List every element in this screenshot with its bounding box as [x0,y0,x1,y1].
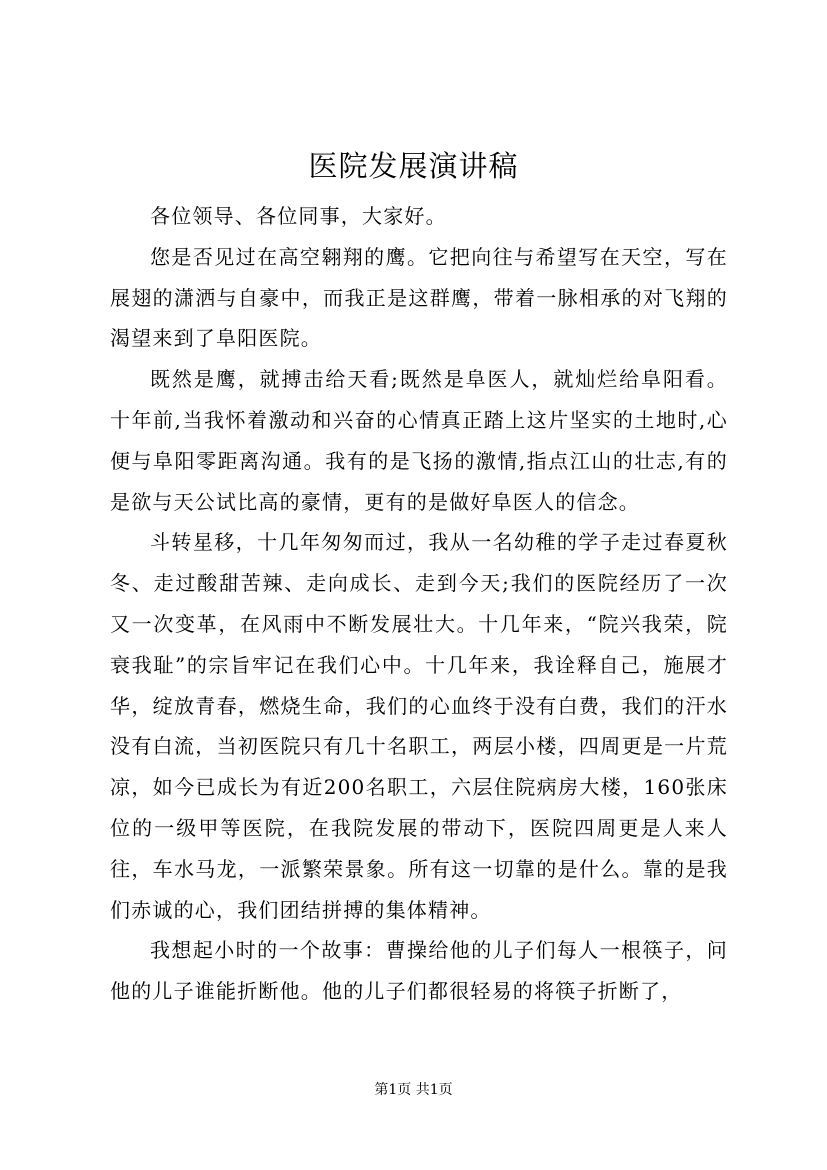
document-title: 医院发展演讲稿 [308,149,519,183]
paragraph: 各位领导、各位同事，大家好。 [150,204,447,228]
paragraph: 我想起小时的一个故事：曹操给他的儿子们每人一根筷子，问他的儿子谁能折断他。他的儿子们都很轻易的将筷子折断了， [110,938,728,1004]
document-body [110,196,728,1012]
paragraph: 斗转星移，十几年匆匆而过，我从一名幼稚的学子走过春夏秋冬、走过酸甜苦辣、走向成长、走到今天;我们的医院经历了一次又一次变革，在风雨中不断发展壮大。十几年来，“院兴我荣，院衰我耻”的宗旨牢记在我们心中。十几年来，我诠释自己，施展才华，绽放青春，燃烧生命，我们的心血终于没有白费，我们的汗水没有白流，当初医院只有几十名职工，两层小楼，四周更是一片荒凉，如今已成长为有近200名职工，六层住院病房大楼，160张床位的一级甲等医院，在我院发展的带动下，医院四周更是人来人往，车水马龙，一派繁荣景象。所有这一切靠的是什么。靠的是我们赤诚的心，我们团结拼搏的集体精神。 [110,530,728,922]
paragraph: 既然是鹰，就搏击给天看;既然是阜医人，就灿烂给阜阳看。十年前,当我怀着激动和兴奋的心情真正踏上这片坚实的土地时,心便与阜阳零距离沟通。我有的是飞扬的激情,指点江山的壮志,有的是欲与天公试比高的豪情，更有的是做好阜医人的信念。 [110,367,728,514]
paragraph: 您是否见过在高空翱翔的鹰。它把向往与希望写在天空，写在展翅的潇洒与自豪中，而我正是这群鹰，带着一脉相承的对飞翔的渴望来到了阜阳医院。 [110,244,728,351]
page-number-footer: 第1页 共1页 [374,1082,453,1098]
